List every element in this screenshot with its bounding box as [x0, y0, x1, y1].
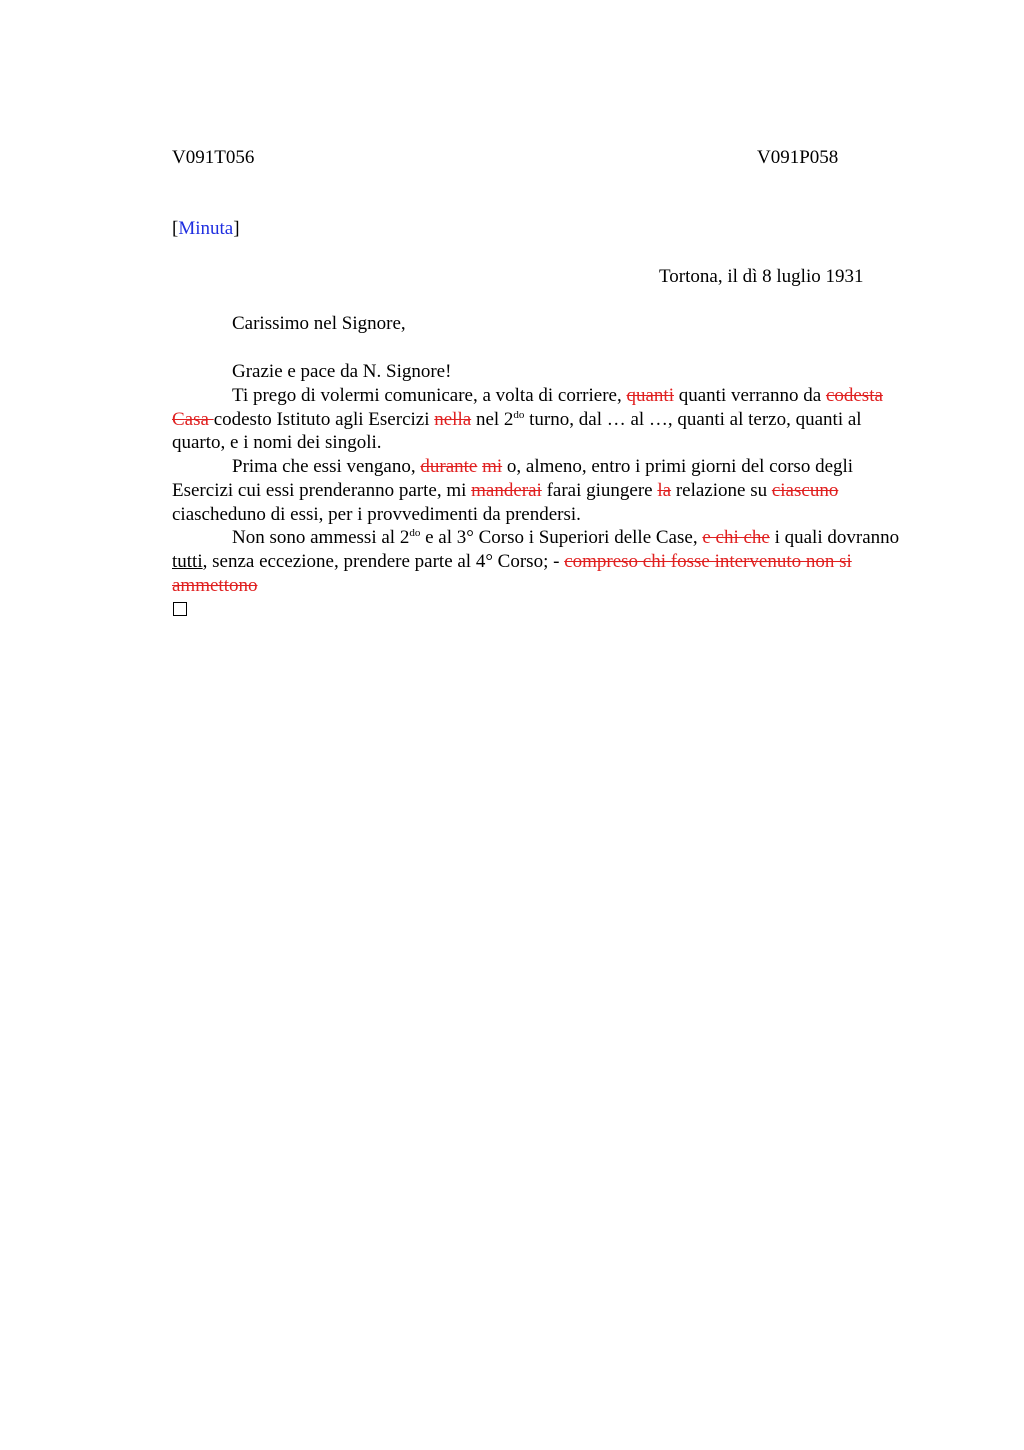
salutation: Carissimo nel Signore, [232, 313, 406, 334]
text: e al 3° Corso i Superiori delle Case, [420, 527, 703, 549]
end-checkbox-icon [173, 602, 187, 616]
superscript: do [513, 408, 525, 421]
deleted-text: durante [420, 456, 478, 478]
text: quanti verranno da [673, 385, 826, 406]
deleted-text: mi [482, 456, 503, 478]
deleted-text: quanti [626, 385, 674, 406]
text: farai giungere [541, 479, 658, 501]
deleted-text: e chi che [702, 527, 770, 549]
document-type-label [172, 217, 240, 241]
text: Non sono ammessi al 2 [232, 527, 410, 549]
text: turno, dal … al …, quanti al terzo, quanti al quarto, e i nomi dei singoli. [172, 408, 862, 454]
place-date: Tortona, il dì 8 luglio 1931 [659, 266, 864, 287]
text: Ti prego di volermi comunicare, a volta di corriere, [232, 385, 627, 406]
text: i quali dovranno [769, 527, 900, 549]
deleted-text: nella [434, 408, 472, 430]
superscript: do [409, 527, 421, 540]
deleted-text: manderai [471, 479, 542, 501]
greeting: Grazie e pace da N. Signore! [232, 361, 452, 382]
bracket-open: [ [172, 218, 179, 239]
paragraph-2 [172, 455, 912, 526]
deleted-text: la [657, 479, 672, 501]
document-code-left: V091T056 [172, 147, 255, 168]
text: nel 2 [471, 408, 514, 430]
paragraph-3 [172, 526, 912, 597]
text: ciascheduno di essi, per i provvedimenti da prendersi. [172, 503, 581, 525]
document-code-right: V091P058 [757, 147, 839, 168]
text: relazione su [671, 479, 772, 501]
text: Prima che essi vengano, [232, 456, 421, 478]
deleted-text: codesta Casa [172, 385, 883, 430]
underlined-text: tutti [172, 550, 203, 572]
text: codesto Istituto agli Esercizi [213, 408, 435, 430]
text: , senza eccezione, prendere parte al 4° Corso; - [202, 550, 565, 572]
text: o, almeno, entro i primi giorni del corso degli Esercizi cui essi prenderanno parte, mi [172, 456, 854, 501]
minuta-label: Minuta [178, 218, 234, 239]
letter-body [172, 384, 912, 597]
paragraph-1 [172, 384, 912, 455]
deleted-text: compreso chi fosse intervenuto non si ammettono [172, 550, 852, 596]
bracket-close: ] [233, 218, 240, 239]
deleted-text: ciascuno [771, 479, 839, 501]
